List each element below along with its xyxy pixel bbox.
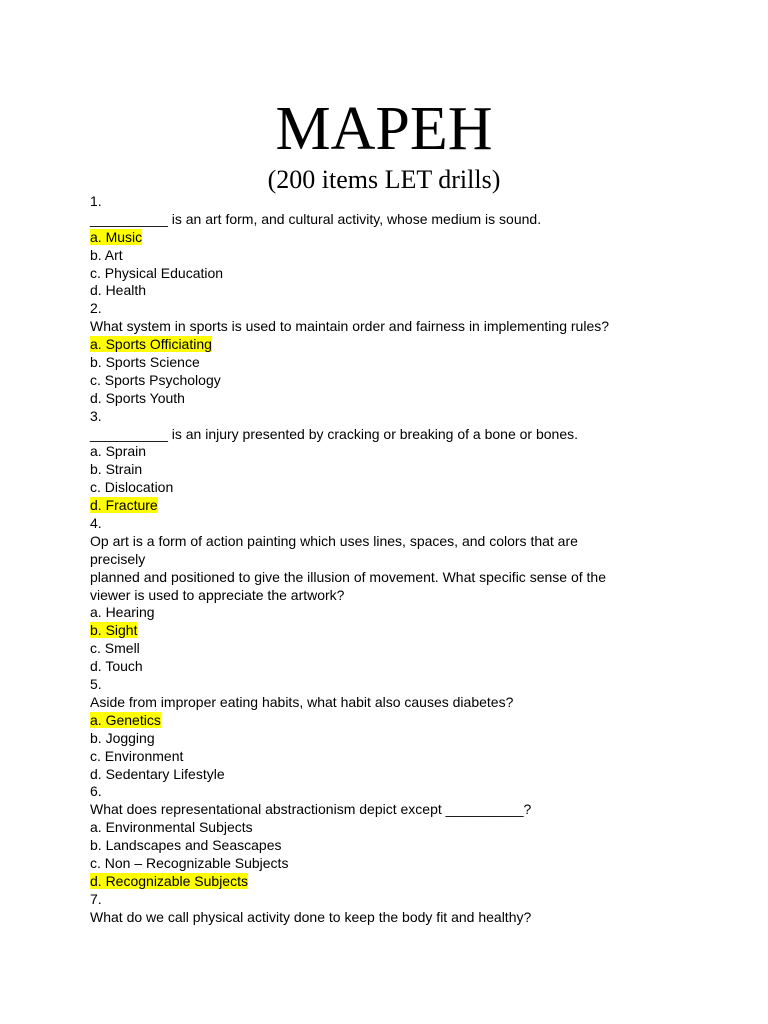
question-text: What does representational abstractionism depict except __________? — [90, 801, 532, 818]
question-block — [90, 891, 670, 927]
answer-option: c. Physical Education — [90, 264, 224, 281]
answer-option: b. Landscapes and Seascapes — [90, 837, 282, 854]
question-text: Aside from improper eating habits, what habit also causes diabetes? — [90, 693, 514, 710]
page-subtitle: (200 items LET drills) — [267, 165, 501, 194]
answer-option: a. Environmental Subjects — [90, 819, 253, 836]
answer-option-highlighted: a. Music — [90, 228, 143, 245]
question-text: planned and positioned to give the illusion of movement. What specific sense of the — [90, 568, 606, 585]
question-block — [90, 515, 670, 676]
answer-option: c. Sports Psychology — [90, 371, 221, 388]
question-block — [90, 193, 670, 300]
answer-option: d. Health — [90, 282, 147, 299]
question-number: 7. — [90, 890, 102, 907]
question-text: precisely — [90, 550, 146, 567]
answer-option: a. Sprain — [90, 443, 147, 460]
answer-option: d. Touch — [90, 658, 143, 675]
answer-option: c. Non – Recognizable Subjects — [90, 854, 289, 871]
question-text: What do we call physical activity done to keep the body fit and healthy? — [90, 908, 532, 925]
answer-option-highlighted: a. Genetics — [90, 711, 161, 728]
question-block — [90, 408, 670, 515]
question-number: 3. — [90, 407, 102, 424]
question-number: 4. — [90, 515, 102, 532]
question-number: 1. — [90, 193, 102, 209]
question-block — [90, 300, 670, 407]
answer-option: d. Sports Youth — [90, 389, 185, 406]
answer-option: c. Dislocation — [90, 479, 174, 496]
answer-option-highlighted: a. Sports Officiating — [90, 336, 212, 353]
answer-option-highlighted: d. Fracture — [90, 497, 158, 514]
answer-option: a. Hearing — [90, 604, 155, 621]
question-number: 5. — [90, 676, 102, 693]
question-text: viewer is used to appreciate the artwork? — [90, 586, 345, 603]
answer-option: c. Environment — [90, 747, 184, 764]
question-number: 6. — [90, 783, 102, 800]
answer-option: b. Sports Science — [90, 354, 200, 371]
answer-option-highlighted: d. Recognizable Subjects — [90, 872, 248, 889]
answer-option: d. Sedentary Lifestyle — [90, 765, 225, 782]
question-list — [90, 193, 670, 927]
answer-option: b. Art — [90, 246, 123, 263]
question-text: __________ is an injury presented by cracking or breaking of a bone or bones. — [90, 425, 578, 442]
answer-option: b. Strain — [90, 461, 143, 478]
question-block — [90, 783, 670, 890]
question-number: 2. — [90, 300, 102, 317]
question-block — [90, 676, 670, 783]
answer-option: b. Jogging — [90, 729, 155, 746]
question-text: Op art is a form of action painting which uses lines, spaces, and colors that are — [90, 532, 578, 549]
question-text: What system in sports is used to maintain order and fairness in implementing rules? — [90, 318, 610, 335]
page-title: MAPEH — [275, 95, 493, 163]
answer-option: c. Smell — [90, 640, 140, 657]
question-text: __________ is an art form, and cultural activity, whose medium is sound. — [90, 210, 542, 227]
answer-option-highlighted: b. Sight — [90, 622, 138, 639]
